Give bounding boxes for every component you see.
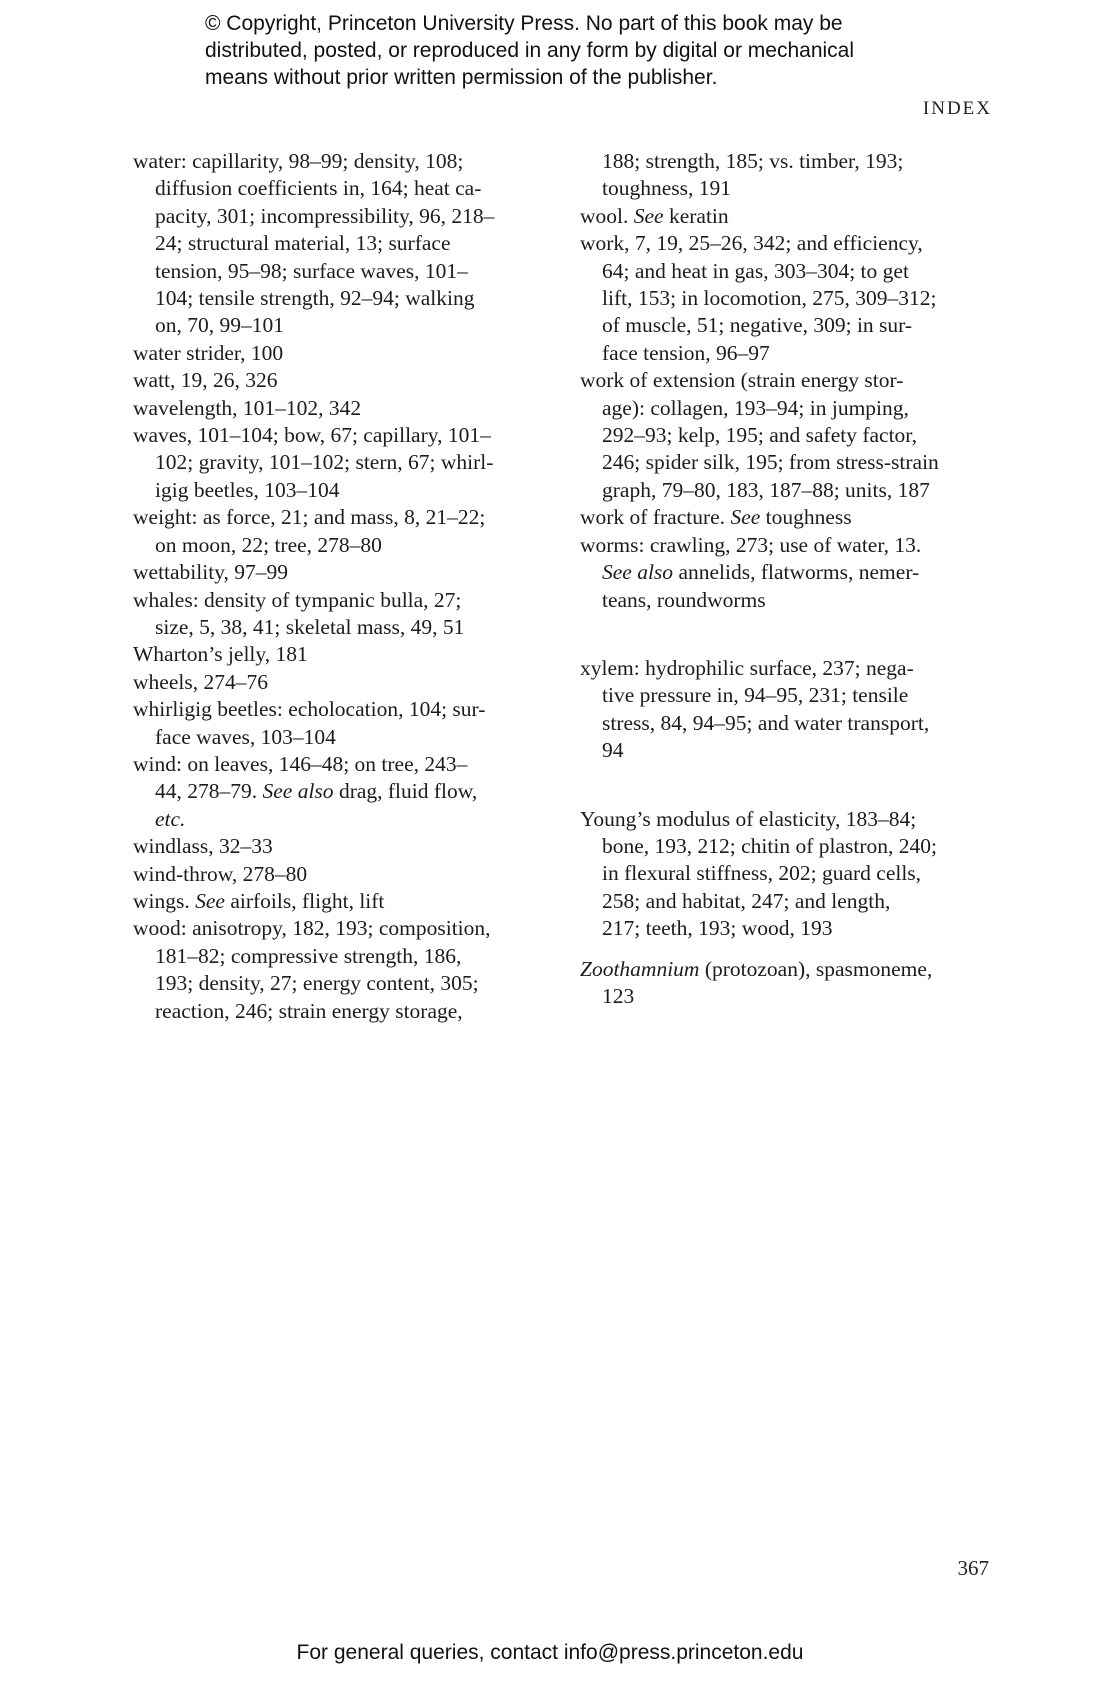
- entry-line: face waves, 103–104: [155, 724, 336, 749]
- entry-line: 102; gravity, 101–102; stern, 67; whirl-: [155, 450, 494, 475]
- entry-line: wood: anisotropy, 182, 193; composition,: [133, 916, 491, 941]
- copyright-line: © Copyright, Princeton University Press. No part of this book may be: [205, 12, 843, 35]
- index-entry-water: [133, 148, 558, 340]
- entry-line: pacity, 301; incompressibility, 96, 218–: [155, 203, 495, 228]
- index-entry-wood: [133, 915, 558, 1025]
- index-entry-wings: [133, 888, 558, 915]
- entry-line: [580, 956, 995, 983]
- entry-line: work of extension (strain energy stor-: [580, 368, 904, 393]
- entry-line: weight: as force, 21; and mass, 8, 21–22;: [133, 505, 486, 530]
- copyright-notice: [205, 10, 965, 91]
- entry-line: 94: [602, 738, 624, 763]
- index-entry-whartons-jelly: [133, 641, 558, 668]
- index-entry-work-of-fracture: [580, 504, 995, 531]
- entry-line: tive pressure in, 94–95, 231; tensile: [602, 683, 909, 708]
- entry-line: size, 5, 38, 41; skeletal mass, 49, 51: [155, 614, 465, 639]
- entry-line: reaction, 246; strain energy storage,: [155, 998, 463, 1023]
- index-entry-zoothamnium: [580, 956, 995, 1011]
- entry-line: 246; spider silk, 195; from stress-strain: [602, 450, 939, 475]
- entry-line: xylem: hydrophilic surface, 237; nega-: [580, 655, 914, 680]
- entry-line: bone, 193, 212; chitin of plastron, 240;: [602, 833, 938, 858]
- entry-line: windlass, 32–33: [133, 834, 273, 859]
- entry-line: on moon, 22; tree, 278–80: [155, 532, 382, 557]
- entry-line: stress, 84, 94–95; and water transport,: [602, 710, 930, 735]
- entry-line: whirligig beetles: echolocation, 104; sur-: [133, 697, 486, 722]
- index-entry-wind-throw: [133, 861, 558, 888]
- entry-line: worms: crawling, 273; use of water, 13.: [580, 532, 922, 557]
- index-entry-work: [580, 230, 995, 367]
- entry-text: work of fracture.: [580, 505, 731, 530]
- index-entry-whirligig-beetles: [133, 696, 558, 751]
- entry-text: (protozoan), spasmoneme,: [699, 956, 933, 981]
- index-entry-wind: [133, 751, 558, 833]
- entry-line: teans, roundworms: [602, 587, 766, 612]
- entry-line: 188; strength, 185; vs. timber, 193;: [602, 149, 904, 173]
- index-entry-wheels: [133, 669, 558, 696]
- entry-line: 292–93; kelp, 195; and safety factor,: [602, 423, 917, 448]
- entry-line: in flexural stiffness, 202; guard cells,: [602, 861, 922, 886]
- entry-line: wettability, 97–99: [133, 560, 289, 585]
- entry-line: [155, 778, 558, 805]
- index-entry-whales: [133, 587, 558, 642]
- index-entry-wood-continued: [580, 148, 995, 203]
- entry-line: tension, 95–98; surface waves, 101–: [155, 258, 468, 283]
- entry-line: 104; tensile strength, 92–94; walking: [155, 286, 475, 311]
- index-entry-work-of-extension: [580, 367, 995, 504]
- entry-line: water: capillarity, 98–99; density, 108;: [133, 149, 464, 173]
- index-entry-xylem: [580, 655, 995, 765]
- index-entry-worms: [580, 532, 995, 614]
- running-head: INDEX: [922, 98, 992, 119]
- entry-line: Young’s modulus of elasticity, 183–84;: [580, 806, 917, 831]
- index-entry-waves: [133, 422, 558, 504]
- see-reference: See: [195, 888, 225, 913]
- entry-line: waves, 101–104; bow, 67; capillary, 101–: [133, 423, 491, 448]
- letter-group-gap: [580, 765, 995, 806]
- see-also-reference: See also: [262, 779, 334, 804]
- footer-contact: For general queries, contact info@press.princeton.edu: [296, 1641, 804, 1664]
- entry-text: annelids, flatworms, nemer-: [673, 560, 920, 585]
- index-entry-water-strider: [133, 340, 558, 367]
- entry-line: 123: [602, 983, 635, 1008]
- entry-line: [602, 559, 995, 586]
- entry-line: face tension, 96–97: [602, 340, 770, 365]
- entry-line: wavelength, 101–102, 342: [133, 395, 362, 420]
- entry-text: toughness: [760, 505, 852, 530]
- entry-line: [580, 203, 995, 230]
- index-column-right: [580, 148, 995, 1010]
- entry-line: 193; density, 27; energy content, 305;: [155, 971, 479, 996]
- entry-line: of muscle, 51; negative, 309; in sur-: [602, 313, 913, 338]
- etc-text: etc.: [155, 806, 186, 831]
- letter-group-gap: [580, 614, 995, 655]
- index-entry-wool: [580, 203, 995, 230]
- entry-line: igig beetles, 103–104: [155, 477, 340, 502]
- entry-line: water strider, 100: [133, 340, 284, 365]
- entry-line: wind-throw, 278–80: [133, 861, 308, 886]
- entry-line: watt, 19, 26, 326: [133, 368, 278, 393]
- entry-text: wings.: [133, 888, 196, 913]
- entry-text: 44, 278–79.: [155, 779, 263, 804]
- copyright-line: means without prior written permission of the publisher.: [205, 66, 718, 89]
- entry-line: wheels, 274–76: [133, 669, 268, 694]
- see-also-reference: See also: [602, 560, 674, 585]
- entry-text: airfoils, flight, lift: [224, 888, 385, 913]
- entry-line: [133, 888, 558, 915]
- entry-line: whales: density of tympanic bulla, 27;: [133, 587, 462, 612]
- entry-line: 64; and heat in gas, 303–304; to get: [602, 258, 909, 283]
- entry-line: wind: on leaves, 146–48; on tree, 243–: [133, 751, 468, 776]
- index-column-left: [133, 148, 558, 1025]
- index-entry-wavelength: [133, 395, 558, 422]
- entry-line: 217; teeth, 193; wood, 193: [602, 916, 833, 941]
- entry-line: work, 7, 19, 25–26, 342; and efficiency,: [580, 231, 923, 256]
- entry-line: diffusion coefficients in, 164; heat ca-: [155, 176, 482, 201]
- index-entry-weight: [133, 504, 558, 559]
- letter-group-gap: [580, 943, 995, 956]
- genus-name: Zoothamnium: [580, 956, 700, 981]
- index-entry-windlass: [133, 833, 558, 860]
- copyright-line: distributed, posted, or reproduced in any form by digital or mechanical: [205, 39, 855, 62]
- entry-line: on, 70, 99–101: [155, 313, 284, 338]
- entry-line: [580, 504, 995, 531]
- entry-text: wool.: [580, 203, 634, 228]
- page-number: 367: [957, 1556, 989, 1580]
- entry-text: drag, fluid flow,: [333, 779, 478, 804]
- index-entry-watt: [133, 367, 558, 394]
- index-entry-youngs-modulus: [580, 806, 995, 943]
- entry-line: lift, 153; in locomotion, 275, 309–312;: [602, 286, 937, 311]
- entry-line: 258; and habitat, 247; and length,: [602, 888, 891, 913]
- entry-text: keratin: [663, 203, 729, 228]
- entry-line: age): collagen, 193–94; in jumping,: [602, 395, 909, 420]
- entry-line: toughness, 191: [602, 176, 731, 201]
- entry-line: graph, 79–80, 183, 187–88; units, 187: [602, 477, 930, 502]
- index-entry-wettability: [133, 559, 558, 586]
- entry-line: [155, 806, 558, 833]
- entry-line: Wharton’s jelly, 181: [133, 642, 308, 667]
- entry-line: 181–82; compressive strength, 186,: [155, 943, 462, 968]
- see-reference: See: [633, 203, 664, 228]
- entry-line: 24; structural material, 13; surface: [155, 231, 451, 256]
- see-reference: See: [730, 505, 761, 530]
